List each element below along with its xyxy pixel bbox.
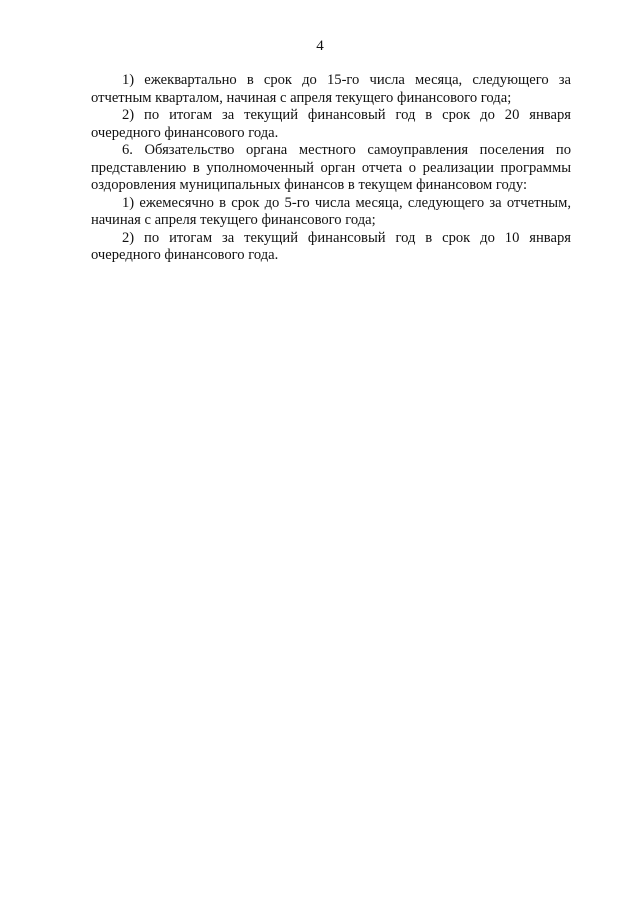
page-number: 4 bbox=[316, 38, 324, 54]
paragraph-annual-deadline-january-10: 2) по итогам за текущий финансовый год в срок до 10 января очередного финансового года. bbox=[91, 229, 571, 263]
paragraph-annual-deadline-january-20: 2) по итогам за текущий финансовый год в срок до 20 января очередного финансового года. bbox=[91, 107, 571, 141]
paragraph-quarterly-deadline: 1) ежеквартально в срок до 15-го числа месяца, следующего за отчетным кварталом, начиная с апреля текущего финансового года; bbox=[91, 72, 571, 106]
paragraph-monthly-deadline: 1) ежемесячно в срок до 5-го числа месяца, следующего за отчетным, начиная с апреля текущего финансового года; bbox=[91, 194, 571, 228]
paragraph-obligation-6: 6. Обязательство органа местного самоуправления поселения по представлению в уполномоченный орган отчета о реализации программы оздоровления муниципальных финансов в текущем финансовом году: bbox=[91, 142, 571, 193]
document-body bbox=[91, 72, 571, 265]
